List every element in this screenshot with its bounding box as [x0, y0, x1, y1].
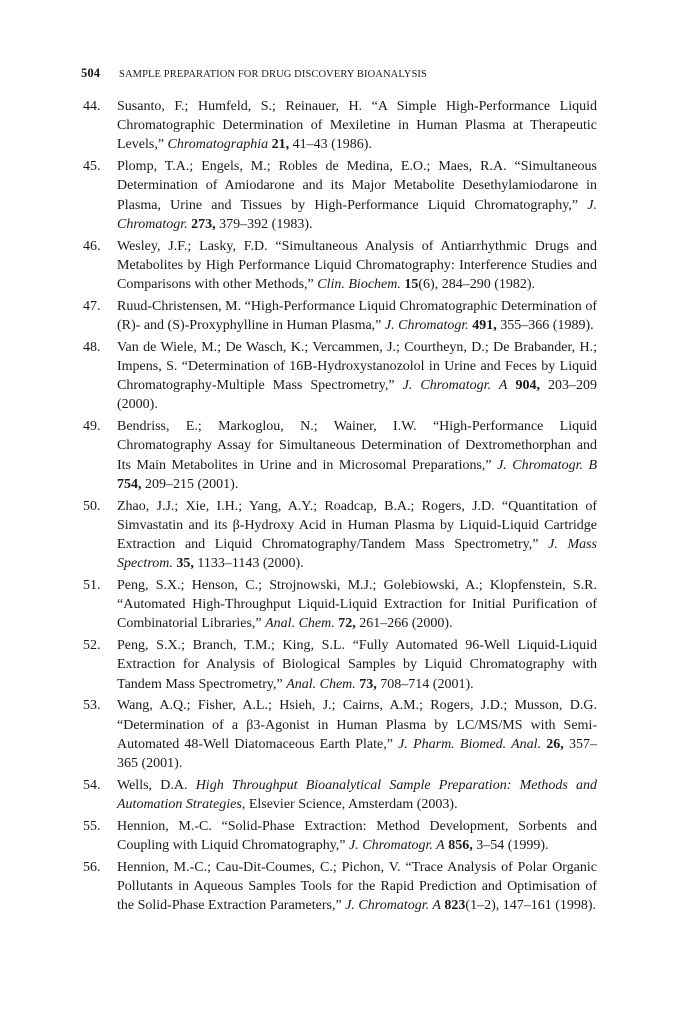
- reference-volume: 856,: [448, 838, 473, 854]
- reference-volume: 73,: [359, 676, 377, 692]
- reference-item: [83, 97, 597, 155]
- reference-item: [83, 237, 597, 295]
- reference-segment: , Elsevier Science, Amsterdam (2003).: [241, 797, 458, 813]
- page-header: [81, 66, 598, 81]
- reference-item: [83, 696, 597, 773]
- reference-number: 53.: [83, 698, 101, 714]
- reference-number: 52.: [83, 638, 101, 654]
- reference-segment: Ruud-Christensen, M. “High-Performance Liquid Chromatographic Determination of (R)- and (S)-Proxyphylline in Human Plasma,”: [117, 298, 597, 334]
- reference-number: 54.: [83, 777, 101, 793]
- reference-text: [117, 499, 597, 572]
- reference-source: Anal. Chem.: [265, 616, 335, 632]
- reference-number: 55.: [83, 818, 101, 834]
- reference-segment: Susanto, F.; Humfeld, S.; Reinauer, H. “A Simple High-Performance Liquid Chromatographic Determination of Mexiletine in Human Plasma at Therapeutic Levels,”: [117, 99, 597, 153]
- reference-source: J. Chromatogr.: [384, 318, 469, 334]
- reference-segment: Peng, S.X.; Henson, C.; Strojnowski, M.J.; Golebiowski, A.; Klopfenstein, S.R. “Automated High-Throughput Liquid-Liquid Extraction for Initial Purification of Combinatorial Libraries,”: [117, 578, 597, 632]
- reference-source: High Throughput Bioanalytical Sample Preparation: Methods and Automation Strategies: [117, 777, 597, 813]
- reference-segment: 355–366 (1989).: [496, 318, 594, 334]
- reference-number: 56.: [83, 859, 101, 875]
- reference-volume: 21,: [271, 137, 290, 153]
- reference-volume: 26,: [546, 736, 564, 752]
- reference-segment: Hennion, M.-C. “Solid-Phase Extraction: Method Development, Sorbents and Coupling with Liquid Chromatography,”: [117, 818, 597, 854]
- reference-item: [83, 636, 597, 694]
- reference-text: [117, 239, 597, 292]
- reference-text: [117, 698, 597, 771]
- reference-segment: Van de Wiele, M.; De Wasch, K.; Vercammen, J.; Courtheyn, D.; De Brabander, H.; Impens, S. “Determination of 16B-Hydroxystanozolol in Urine and Feces by Liquid Chromatography-Multiple Mass Spectrometry,”: [117, 339, 597, 394]
- reference-list: [83, 97, 597, 918]
- reference-segment: Peng, S.X.; Branch, T.M.; King, S.L. “Fully Automated 96-Well Liquid-Liquid Extraction for Analysis of Biological Samples by Liquid Chromatography with Tandem Mass Spectrometry,”: [117, 638, 597, 692]
- reference-item: [83, 858, 597, 916]
- reference-volume: 35,: [176, 556, 194, 572]
- reference-segment: Bendriss, E.; Markoglou, N.; Wainer, I.W. “High-Performance Liquid Chromatography Assay for Simultaneous Determination of Dextromethorphan and Its Main Metabolites in Urine and in Microsomal Preparations,”: [117, 419, 597, 473]
- reference-segment: Wesley, J.F.; Lasky, F.D. “Simultaneous Analysis of Antiarrhythmic Drugs and Metabolites by High Performance Liquid Chromatography: Interference Studies and Comparisons with other Methods,”: [117, 238, 597, 293]
- reference-source: J. Chromatogr. A: [345, 898, 441, 914]
- reference-segment: 1133–1143 (2000).: [193, 556, 304, 572]
- reference-segment: 357–365 (2001).: [117, 736, 598, 772]
- reference-text: [117, 778, 597, 812]
- reference-volume: 15: [404, 277, 419, 293]
- reference-number: 44.: [83, 99, 101, 114]
- reference-segment: 379–392 (1983).: [215, 216, 313, 232]
- reference-segment: 209–215 (2001).: [141, 476, 239, 492]
- reference-segment: Hennion, M.-C.; Cau-Dit-Coumes, C.; Pichon, V. “Trace Analysis of Polar Organic Pollutants in Aqueous Samples Tools for the Rapid Prediction and Optimisation of the Solid-Phase Extraction Parameters,”: [117, 859, 597, 914]
- running-title: SAMPLE PREPARATION FOR DRUG DISCOVERY BIOANALYSIS: [119, 69, 427, 80]
- reference-source: J. Pharm. Biomed. Anal.: [398, 736, 542, 752]
- reference-volume: 273,: [191, 216, 216, 232]
- reference-text: [117, 419, 597, 492]
- reference-source: J. Mass Spectrom.: [117, 537, 597, 572]
- reference-text: [117, 578, 597, 631]
- reference-text: [117, 299, 597, 333]
- reference-segment: Zhao, J.J.; Xie, I.H.; Yang, A.Y.; Roadcap, B.A.; Rogers, J.D. “Quantitation of Simvastatin and its β-Hydroxy Acid in Human Plasma by Liquid-Liquid Cartridge Extraction and Liquid Chromatography/Tandem Mass Spectrometry,”: [117, 498, 597, 553]
- page-number: 504: [81, 66, 101, 80]
- reference-volume: 72,: [338, 616, 356, 632]
- reference-text: [117, 99, 597, 152]
- reference-item: [83, 417, 597, 494]
- reference-segment: Wells, D.A.: [117, 777, 196, 793]
- reference-source: Chromatographia: [167, 137, 269, 153]
- reference-number: 45.: [83, 159, 101, 175]
- reference-source: Clin. Biochem.: [317, 277, 401, 293]
- reference-item: [83, 297, 597, 335]
- reference-number: 46.: [83, 238, 101, 254]
- reference-item: [83, 576, 597, 634]
- reference-volume: 904,: [515, 378, 540, 394]
- reference-text: [117, 638, 597, 691]
- reference-segment: Wang, A.Q.; Fisher, A.L.; Hsieh, J.; Cairns, A.M.; Rogers, J.D.; Musson, D.G. “Determination of a β3-Agonist in Human Plasma by LC/MS/MS with Semi-Automated 48-Well Diatomaceous Earth Plate,”: [117, 698, 597, 752]
- reference-item: [83, 776, 597, 814]
- reference-segment: 41–43 (1986).: [289, 137, 372, 153]
- reference-source: J. Chromatogr. B: [497, 457, 597, 473]
- reference-text: [117, 819, 597, 853]
- reference-item: [83, 817, 597, 855]
- reference-segment: (6), 284–290 (1982).: [418, 277, 536, 293]
- reference-segment: 3–54 (1999).: [472, 838, 549, 854]
- reference-source: J. Chromatogr.: [117, 197, 597, 232]
- reference-text: [117, 340, 597, 413]
- reference-source: Anal. Chem.: [286, 676, 356, 692]
- reference-segment: 203–209 (2000).: [117, 378, 598, 413]
- reference-number: 47.: [83, 298, 101, 314]
- reference-source: J. Chromatogr. A: [349, 838, 445, 854]
- reference-number: 49.: [83, 419, 101, 435]
- reference-item: [83, 338, 597, 415]
- reference-number: 51.: [83, 578, 101, 594]
- reference-source: J. Chromatogr. A: [402, 378, 508, 394]
- reference-segment: (1–2), 147–161 (1998).: [465, 898, 597, 914]
- reference-number: 48.: [83, 339, 101, 355]
- reference-text: [117, 860, 597, 913]
- reference-number: 50.: [83, 498, 101, 514]
- reference-volume: 491,: [472, 318, 497, 334]
- reference-segment: Plomp, T.A.; Engels, M.; Robles de Medina, E.O.; Maes, R.A. “Simultaneous Determination of Amiodarone and its Major Metabolite Desethylamiodarone in Plasma, Urine and Tissues by High-Performance Liquid Chromatography,”: [117, 159, 597, 213]
- reference-item: [83, 157, 597, 234]
- reference-text: [117, 159, 597, 232]
- reference-item: [83, 497, 597, 574]
- reference-segment: 261–266 (2000).: [355, 616, 453, 632]
- reference-volume: 754,: [117, 476, 142, 492]
- reference-segment: 708–714 (2001).: [376, 676, 474, 692]
- reference-volume: 823: [444, 898, 466, 914]
